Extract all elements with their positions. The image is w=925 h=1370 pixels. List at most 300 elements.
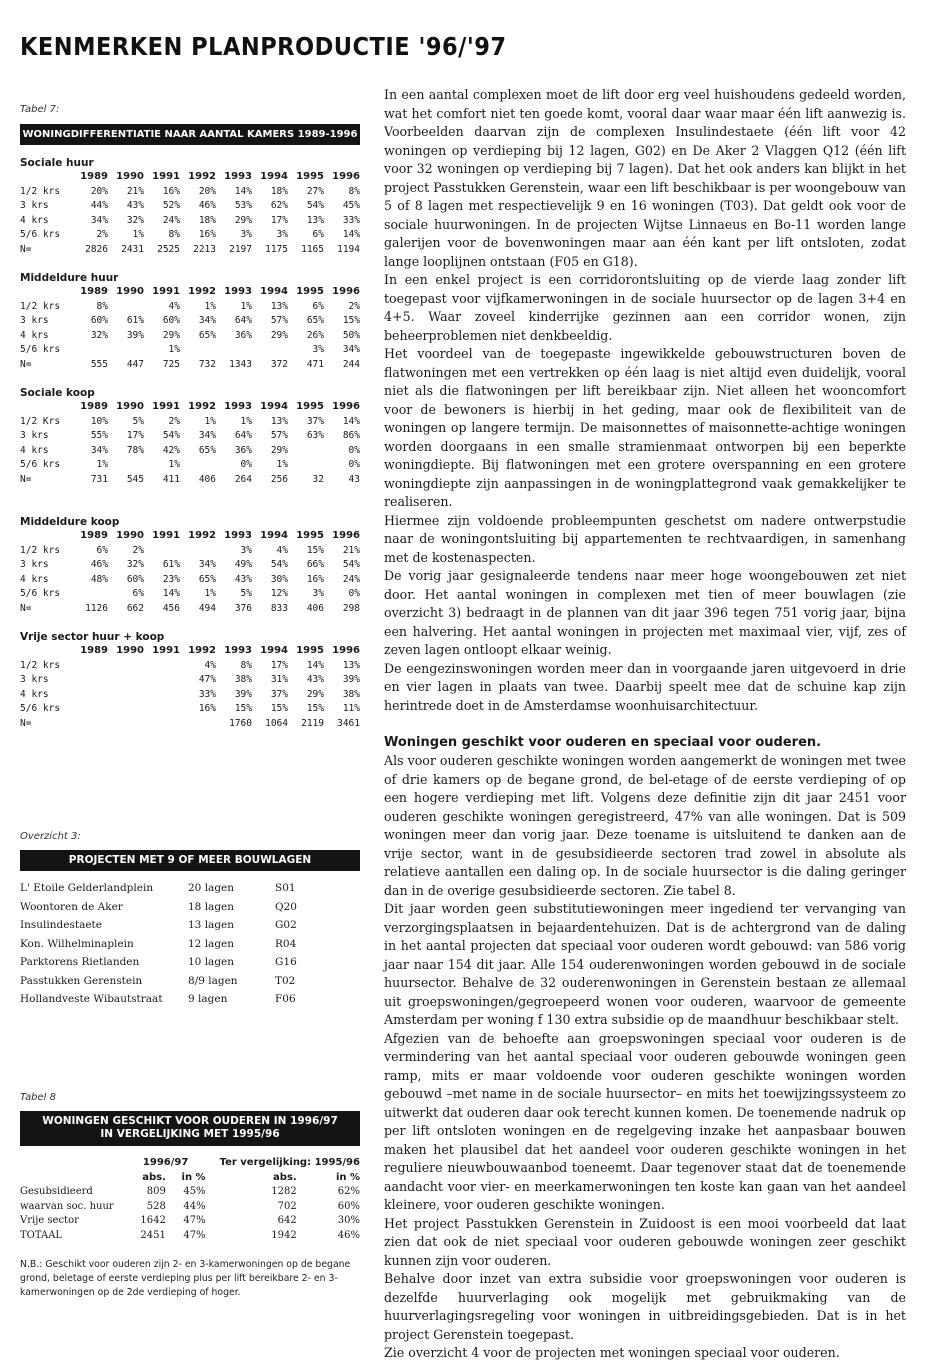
- stat-cell: 20%: [90, 185, 108, 197]
- stat-cell: 33%: [342, 214, 360, 226]
- paragraph: De vorig jaar gesignaleerde tendens naar meer hoge woongebouwen zet niet door. Het aantal woningen in complexen met tien of meer bouwlagen (zie overzicht 3) bedraagt in de plannen van dit jaar 396 tegen 751 vorig jaar, bijna een halvering. Het aantal woningen in projecten met maximaal vier, vijf, zes of zeven lagen ontloopt elkaar weinig.: [384, 568, 906, 657]
- project-name: Woontoren de Aker: [20, 900, 123, 913]
- year-header: 1993: [224, 171, 252, 182]
- project-lagen: 8/9 lagen: [188, 974, 238, 987]
- stat-cell: 2826: [85, 243, 108, 255]
- page-title: KENMERKEN PLANPRODUCTIE '96/'97: [20, 32, 507, 61]
- row-label: Vrije sector: [20, 1215, 79, 1226]
- stat-cell: [72, 587, 108, 602]
- row-label: Gesubsidieerd: [20, 1186, 93, 1197]
- stat-cell: 6%: [132, 588, 144, 599]
- stat-row: [20, 458, 360, 473]
- row-label: 1/2 krs: [20, 185, 61, 197]
- stat-cell: 65%: [198, 444, 216, 456]
- stat-cell: 376: [234, 602, 252, 614]
- stat-cell: [144, 702, 180, 717]
- tabel7-section-middeldure-koop: [20, 515, 360, 616]
- tabel8-row: [20, 1200, 360, 1215]
- stat-cell: 57%: [270, 430, 288, 441]
- stat-cell: 39%: [126, 329, 144, 341]
- pct1: 47%: [183, 1229, 206, 1241]
- row-label: 3 krs: [20, 674, 49, 685]
- stat-cell: 17%: [126, 430, 144, 441]
- tabel7-section-sociale-koop: [20, 386, 360, 487]
- stat-cell: 11%: [342, 703, 360, 714]
- stat-cell: 23%: [162, 573, 180, 585]
- stat-cell: 1064: [265, 717, 288, 729]
- year-header: 1994: [260, 530, 288, 541]
- tabel8-group-row: [20, 1156, 360, 1171]
- year-header: 1989: [80, 530, 108, 541]
- stat-cell: 21%: [342, 544, 360, 556]
- stat-cell: 4%: [168, 300, 180, 312]
- year-header: 1989: [80, 171, 108, 182]
- pct2: 30%: [337, 1215, 360, 1226]
- stat-cell: 54%: [342, 559, 360, 570]
- project-row: [20, 972, 360, 991]
- stat-cell: 16%: [306, 573, 324, 585]
- row-label: 4 krs: [20, 214, 49, 226]
- tabel8-row: [20, 1214, 360, 1229]
- stat-cell: 3%: [276, 229, 288, 240]
- year-header: 1991: [152, 401, 180, 412]
- stat-cell: 13%: [306, 214, 324, 226]
- stat-cell: 61%: [126, 315, 144, 326]
- year-header: 1993: [224, 401, 252, 412]
- stat-cell: 256: [270, 473, 288, 485]
- year-header: 1991: [152, 530, 180, 541]
- stat-cell: 0%: [348, 459, 360, 470]
- stat-cell: 8%: [168, 229, 180, 240]
- year-header-row: [20, 285, 360, 300]
- year-header: 1993: [224, 645, 252, 656]
- stat-cell: 15%: [306, 703, 324, 714]
- stat-cell: 6%: [96, 544, 108, 556]
- stat-row: [20, 343, 360, 358]
- stat-row: [20, 659, 360, 674]
- stat-cell: 52%: [162, 200, 180, 211]
- stat-cell: [144, 717, 180, 732]
- stat-cell: 406: [198, 473, 216, 485]
- year-header: 1996: [332, 171, 360, 182]
- stat-cell: 555: [90, 358, 108, 370]
- stat-cell: 62%: [270, 200, 288, 211]
- stat-cell: 24%: [162, 214, 180, 226]
- stat-row: [20, 199, 360, 214]
- pct2: 46%: [337, 1229, 360, 1241]
- stat-cell: 14%: [306, 659, 324, 671]
- stat-cell: 32%: [126, 559, 144, 570]
- stat-cell: 0%: [240, 459, 252, 470]
- stats-table: [20, 285, 360, 372]
- tabel8-table: [20, 1156, 360, 1243]
- stat-cell: 16%: [198, 229, 216, 240]
- stat-cell: 1126: [85, 602, 108, 614]
- stat-cell: 39%: [234, 688, 252, 700]
- project-code: T02: [275, 974, 296, 987]
- tabel8-header-line2: IN VERGELIJKING MET 1995/96: [100, 1128, 280, 1140]
- project-row: [20, 916, 360, 935]
- stat-cell: 14%: [234, 185, 252, 197]
- stat-cell: 2119: [301, 717, 324, 729]
- stat-cell: [108, 343, 144, 358]
- stat-cell: 3%: [312, 344, 324, 355]
- stat-cell: 1%: [204, 415, 216, 427]
- row-label: N=: [20, 358, 32, 370]
- col-abs: abs.: [273, 1171, 297, 1183]
- stat-cell: 53%: [234, 200, 252, 211]
- stat-cell: 18%: [270, 185, 288, 197]
- row-label: 4 krs: [20, 329, 49, 341]
- stat-cell: 43%: [126, 200, 144, 211]
- stat-cell: 46%: [198, 200, 216, 211]
- abs1: 1642: [140, 1215, 166, 1226]
- stat-cell: [108, 300, 144, 315]
- pct2: 62%: [337, 1186, 360, 1197]
- abs1: 528: [146, 1200, 166, 1212]
- stat-cell: 372: [270, 358, 288, 370]
- abs2: 1282: [271, 1186, 297, 1197]
- stat-cell: 17%: [270, 214, 288, 226]
- stat-cell: 60%: [126, 573, 144, 585]
- stat-cell: 43%: [234, 573, 252, 585]
- row-label: 4 krs: [20, 444, 49, 456]
- paragraph: Behalve door inzet van extra subsidie voor groepswoningen voor ouderen is dezelfde huurverlaging ook mogelijk met gebruikmaking van de huurverlagingsregeling voor woningen in uitbreidingsgebieden. Dat is in het project Gerenstein toegepast.: [384, 1271, 906, 1342]
- col-pct: in %: [181, 1171, 206, 1183]
- stat-cell: 1%: [132, 229, 144, 240]
- stat-cell: 4%: [276, 544, 288, 556]
- stats-table: [20, 529, 360, 616]
- stat-cell: 65%: [198, 573, 216, 585]
- stat-row: [20, 243, 360, 258]
- stat-row: [20, 688, 360, 703]
- stat-cell: [180, 343, 216, 358]
- stat-cell: 8%: [240, 659, 252, 671]
- stat-cell: [180, 458, 216, 473]
- stat-cell: 47%: [198, 674, 216, 685]
- stat-cell: 662: [126, 602, 144, 614]
- stat-cell: 57%: [270, 315, 288, 326]
- stat-cell: 36%: [234, 444, 252, 456]
- col-pct: in %: [335, 1171, 360, 1183]
- stat-cell: 0%: [348, 588, 360, 599]
- stat-cell: 5%: [240, 588, 252, 599]
- stat-cell: [216, 343, 252, 358]
- paragraph: De eengezinswoningen worden meer dan in voorgaande jaren uitgevoerd in drie en vier lagen in plaats van twee. Daarbij speelt mee dat de schuine kap zijn herintrede doet in de Amsterdamse woonhuisarchitectuur.: [384, 660, 906, 713]
- stat-cell: 63%: [306, 430, 324, 441]
- stat-row: [20, 228, 360, 243]
- year-header: 1989: [80, 645, 108, 656]
- stat-cell: 29%: [270, 329, 288, 341]
- stat-cell: 16%: [162, 185, 180, 197]
- stat-cell: 2%: [348, 300, 360, 312]
- stat-cell: [252, 343, 288, 358]
- stat-row: [20, 314, 360, 329]
- abs2: 702: [277, 1200, 297, 1212]
- paragraph: Dit jaar worden geen substitutiewoningen meer ingediend ter vervanging van verzorgingsplaatsen in bejaardentehuizen. Dat is de achtergrond van de daling in het aantal projecten dat speciaal voor ouderen wordt gebouwd: van 586 vorig jaar naar 154 dit jaar. Alle 154 ouderenwoningen worden gebouwd in de sociale huursector. Behalve de 32 ouderenwoningen in Gerenstein bestaan ze allemaal uit groepswoningen/gegroepeerd wonen voor ouderen, waarvoor de gemeente Amsterdam per woning f 130 extra subsidie op de maandhuur beschikbaar stelt.: [384, 901, 906, 1027]
- tabel8-table-wrap: [20, 1156, 360, 1243]
- row-label: N=: [20, 473, 32, 485]
- stat-cell: 30%: [270, 573, 288, 585]
- year-header: 1990: [116, 171, 144, 182]
- year-header: 1996: [332, 530, 360, 541]
- stat-cell: 34%: [198, 430, 216, 441]
- stat-cell: 1%: [168, 344, 180, 355]
- year-header: 1992: [188, 401, 216, 412]
- stat-cell: [108, 688, 144, 703]
- stat-cell: [72, 717, 108, 732]
- paragraph: In een aantal complexen moet de lift door erg veel huishoudens gedeeld worden, wat het comfort niet ten goede komt, vooral daar waar maar één lift aanwezig is. Voorbeelden daarvan zijn de complexen Insulindestaete (één lift voor 42 woningen op verdieping bij 12 lagen, G02) en De Aker 2 Vlaggen Q12 (één lift voor 32 woningen op verdieping bij 7 lagen). Dat het ook anders kan blijkt in het project Passtukken Gerenstein, waar een lift beschikbaar is per woongebouw van 5 of 8 lagen met respectievelijk 9 en 16 woningen (T03). Dat geldt ook voor de sociale huurwoningen. In de projecten Wijtse Linnaeus en Bo-11 worden lange galerijen voor de bovenwoningen maar aan één kant per lift ontsloten, zodat lange looplijnen ontstaan (F05 en G18).: [384, 87, 906, 269]
- stat-cell: [108, 717, 144, 732]
- stat-cell: 26%: [306, 329, 324, 341]
- stat-cell: 18%: [198, 214, 216, 226]
- abs2: 1942: [271, 1229, 297, 1241]
- row-label: 5/6 krs: [20, 344, 61, 355]
- stat-cell: 60%: [90, 315, 108, 326]
- row-label: N=: [20, 602, 32, 614]
- stat-cell: 29%: [306, 688, 324, 700]
- stat-cell: 3461: [337, 717, 360, 729]
- year-header: 1989: [80, 401, 108, 412]
- col-abs: abs.: [142, 1171, 166, 1183]
- year-header: 1995: [296, 171, 324, 182]
- stat-cell: 2%: [168, 415, 180, 427]
- overzicht3-caption: Overzicht 3:: [20, 831, 81, 842]
- stat-row: [20, 300, 360, 315]
- body-text: [384, 86, 906, 1363]
- section-heading: Woningen geschikt voor ouderen en speciaal voor ouderen.: [384, 734, 822, 750]
- stat-cell: 1%: [204, 300, 216, 312]
- stat-cell: [108, 702, 144, 717]
- year-header: 1990: [116, 401, 144, 412]
- section-title: Sociale koop: [20, 387, 95, 399]
- project-lagen: 18 lagen: [188, 900, 235, 913]
- group-1996: 1996/97: [142, 1157, 189, 1168]
- stat-cell: 264: [234, 473, 252, 485]
- stat-cell: 494: [198, 602, 216, 614]
- stat-cell: 65%: [198, 329, 216, 341]
- stat-cell: 45%: [342, 200, 360, 211]
- stat-cell: 2%: [96, 229, 108, 240]
- abs1: 2451: [140, 1229, 166, 1241]
- year-header-row: [20, 170, 360, 185]
- stat-cell: 42%: [162, 444, 180, 456]
- paragraph: Afgezien van de behoefte aan groepswoningen speciaal voor ouderen is de vermindering van het aantal speciaal voor ouderen gebouwde woningen geen ramp, mits er maar voldoende voor ouderen geschikte woningen worden gebouwd –met name in de sociale huursector– en mits het toewijzingssysteem zo uitwerkt dat ouderen daar ook terecht kunnen komen. De toenemende nadruk op per lift ontsloten woningen en de regelgeving inzake het aanpasbaar bouwen maken het plausibel dat het aandeel voor ouderen geschikte woningen in het reguliere nieuwbouwaanbod toeneemt. Daar tegenover staat dat de toenemende aandacht voor vier- en meerkamerwoningen ten koste kan gaan van het aandeel kleinere, voor ouderen geschikte woningen.: [384, 1030, 906, 1212]
- project-row: [20, 879, 360, 898]
- stat-row: [20, 673, 360, 688]
- year-header-row: [20, 400, 360, 415]
- stat-cell: [144, 544, 180, 559]
- stat-row: [20, 544, 360, 559]
- stat-cell: 0%: [348, 444, 360, 456]
- paragraph: Als voor ouderen geschikte woningen worden aangemerkt de woningen met twee of drie kamers op de begane grond, de bel-etage of de eerste verdieping of op een hogere verdieping met lift. Volgens deze definitie zijn dit jaar 2451 voor ouderen geschikte woningen geregistreerd, 47% van alle woningen. Dat is 509 woningen meer dan vorig jaar. Deze toename is uitsluitend te danken aan de vrije sector, want in de gesubsidieerde sectoren trad zowel in absolute als relatieve aantallen een daling op. In de sociale huursector is die daling geringer dan in de overige gesubsidieerde sectoren. Zie tabel 8.: [384, 753, 906, 898]
- stat-cell: 15%: [270, 703, 288, 714]
- stat-cell: 46%: [90, 559, 108, 570]
- row-label: 1/2 krs: [20, 544, 61, 556]
- year-header: 1993: [224, 530, 252, 541]
- stat-cell: 8%: [96, 300, 108, 312]
- pct1: 47%: [183, 1215, 206, 1226]
- row-label: 3 krs: [20, 200, 49, 211]
- row-label: 5/6 krs: [20, 459, 61, 470]
- stat-cell: 33%: [198, 688, 216, 700]
- stat-cell: 406: [306, 602, 324, 614]
- stat-cell: 1194: [337, 243, 360, 255]
- stat-cell: 471: [306, 358, 324, 370]
- stat-cell: [72, 659, 108, 674]
- project-lagen: 12 lagen: [188, 937, 235, 950]
- stat-cell: 13%: [270, 415, 288, 427]
- stat-row: [20, 587, 360, 602]
- year-header: 1991: [152, 171, 180, 182]
- section-title: Middeldure koop: [20, 516, 120, 528]
- row-label: 5/6 krs: [20, 588, 61, 599]
- row-label: 4 krs: [20, 573, 49, 585]
- stat-cell: 1%: [168, 459, 180, 470]
- stat-cell: 14%: [342, 229, 360, 240]
- project-name: Hollandveste Wibautstraat: [20, 993, 163, 1005]
- stat-cell: 15%: [306, 544, 324, 556]
- tabel7-section-sociale-huur: [20, 156, 360, 257]
- stat-cell: 725: [162, 358, 180, 370]
- pct2: 60%: [337, 1200, 360, 1212]
- abs1: 809: [146, 1186, 166, 1197]
- stat-cell: 3%: [240, 544, 252, 556]
- stat-cell: [108, 458, 144, 473]
- project-code: F06: [275, 993, 296, 1005]
- stat-cell: 32%: [90, 329, 108, 341]
- year-header: 1996: [332, 645, 360, 656]
- stat-cell: 1343: [229, 358, 252, 370]
- project-code: S01: [275, 882, 296, 894]
- stat-cell: 456: [162, 602, 180, 614]
- year-header: 1995: [296, 645, 324, 656]
- year-header: 1992: [188, 286, 216, 297]
- stat-cell: 43: [348, 473, 360, 485]
- row-label: 5/6 krs: [20, 703, 61, 714]
- row-label: TOTAAL: [20, 1229, 63, 1241]
- tabel8-row: [20, 1185, 360, 1200]
- stat-cell: 37%: [306, 415, 324, 427]
- stat-cell: 10%: [90, 415, 108, 427]
- year-header: 1995: [296, 286, 324, 297]
- stat-cell: 29%: [162, 329, 180, 341]
- project-code: G16: [275, 956, 297, 968]
- year-header: 1992: [188, 645, 216, 656]
- stat-cell: 2525: [157, 243, 180, 255]
- stat-cell: 31%: [270, 674, 288, 685]
- stat-cell: 54%: [162, 430, 180, 441]
- year-header: 1996: [332, 286, 360, 297]
- stat-cell: 64%: [234, 430, 252, 441]
- stat-cell: 34%: [90, 444, 108, 456]
- project-name: Passtukken Gerenstein: [20, 974, 143, 987]
- year-header: 1996: [332, 401, 360, 412]
- stat-cell: 1%: [240, 415, 252, 427]
- year-header: 1994: [260, 645, 288, 656]
- stat-cell: 34%: [342, 344, 360, 355]
- stat-cell: 13%: [270, 300, 288, 312]
- row-label: N=: [20, 717, 32, 729]
- year-header: 1989: [80, 286, 108, 297]
- row-label: 4 krs: [20, 688, 49, 700]
- tabel8-note: N.B.: Geschikt voor ouderen zijn 2- en 3-kamerwoningen op de begane grond, beletage of eerste verdieping plus per lift bereikbare 2- en 3-kamerwoningen op de 2de verdieping of hoger.: [20, 1259, 351, 1298]
- paragraph: In een enkel project is een corridorontsluiting op de vierde laag zonder lift toegepast voor vijfkamerwoningen in de sociale huursector op de lagen 3+4 en 4+5. Waar zoveel kinderrijke gezinnen aan een corridor wonen, zijn beheerproblemen niet denkbeeldig.: [384, 272, 906, 343]
- year-header: 1990: [116, 645, 144, 656]
- stat-cell: 13%: [342, 659, 360, 671]
- year-header: 1990: [116, 286, 144, 297]
- year-header: 1991: [152, 645, 180, 656]
- row-label: 3 krs: [20, 430, 49, 441]
- stat-cell: 38%: [342, 688, 360, 700]
- stat-cell: [72, 688, 108, 703]
- stat-cell: 65%: [306, 315, 324, 326]
- pct1: 45%: [183, 1186, 206, 1197]
- stats-table: [20, 170, 360, 257]
- stat-row: [20, 358, 360, 373]
- stat-cell: 1165: [301, 243, 324, 255]
- stat-cell: 29%: [270, 444, 288, 456]
- stats-table: [20, 644, 360, 731]
- abs2: 642: [277, 1215, 297, 1226]
- tabel7-section-vrije-sector: [20, 630, 360, 731]
- group-1995: Ter vergelijking: 1995/96: [219, 1157, 360, 1168]
- stat-cell: 244: [342, 358, 360, 370]
- stat-cell: [144, 688, 180, 703]
- tabel8-header: [20, 1111, 360, 1146]
- stat-cell: 6%: [312, 229, 324, 240]
- stat-cell: 545: [126, 473, 144, 485]
- section-title: Vrije sector huur + koop: [20, 631, 165, 643]
- stat-cell: 1%: [96, 459, 108, 470]
- stat-cell: 61%: [162, 559, 180, 570]
- project-lagen: 10 lagen: [188, 956, 235, 968]
- stat-cell: [108, 673, 144, 688]
- row-label: 1/2 krs: [20, 659, 61, 671]
- stat-cell: 16%: [198, 703, 216, 714]
- stat-cell: 39%: [342, 674, 360, 685]
- stat-cell: 731: [90, 473, 108, 485]
- stat-cell: 2213: [193, 243, 216, 255]
- stat-cell: 32%: [126, 214, 144, 226]
- row-label: 1/2 krs: [20, 300, 61, 312]
- project-code: Q20: [275, 900, 297, 913]
- project-lagen: 9 lagen: [188, 993, 228, 1005]
- stat-cell: 2%: [132, 544, 144, 556]
- project-name: Parktorens Rietlanden: [20, 956, 140, 968]
- stat-cell: 5%: [132, 415, 144, 427]
- stat-row: [20, 702, 360, 717]
- stat-cell: [72, 702, 108, 717]
- project-code: R04: [275, 937, 297, 950]
- row-label: 3 krs: [20, 315, 49, 326]
- tabel7-caption: Tabel 7:: [20, 104, 60, 115]
- row-label: 5/6 krs: [20, 229, 61, 240]
- tabel7-header: WONINGDIFFERENTIATIE NAAR AANTAL KAMERS 1989-1996: [20, 124, 360, 145]
- stat-cell: 3%: [240, 229, 252, 240]
- project-row: [20, 953, 360, 972]
- year-header-row: [20, 644, 360, 659]
- stat-cell: 15%: [342, 315, 360, 326]
- row-label: 3 krs: [20, 559, 49, 570]
- year-header-row: [20, 529, 360, 544]
- stat-cell: 2431: [121, 243, 144, 255]
- stat-cell: [72, 343, 108, 358]
- stat-cell: 32: [312, 473, 324, 485]
- paragraph: Hiermee zijn voldoende probleempunten geschetst om nadere ontwerpstudie naar de woningontsluiting bij appartementen te rechtvaardigen, in samenhang met de kostenaspecten.: [384, 512, 906, 565]
- stat-cell: 49%: [234, 559, 252, 570]
- year-header: 1992: [188, 530, 216, 541]
